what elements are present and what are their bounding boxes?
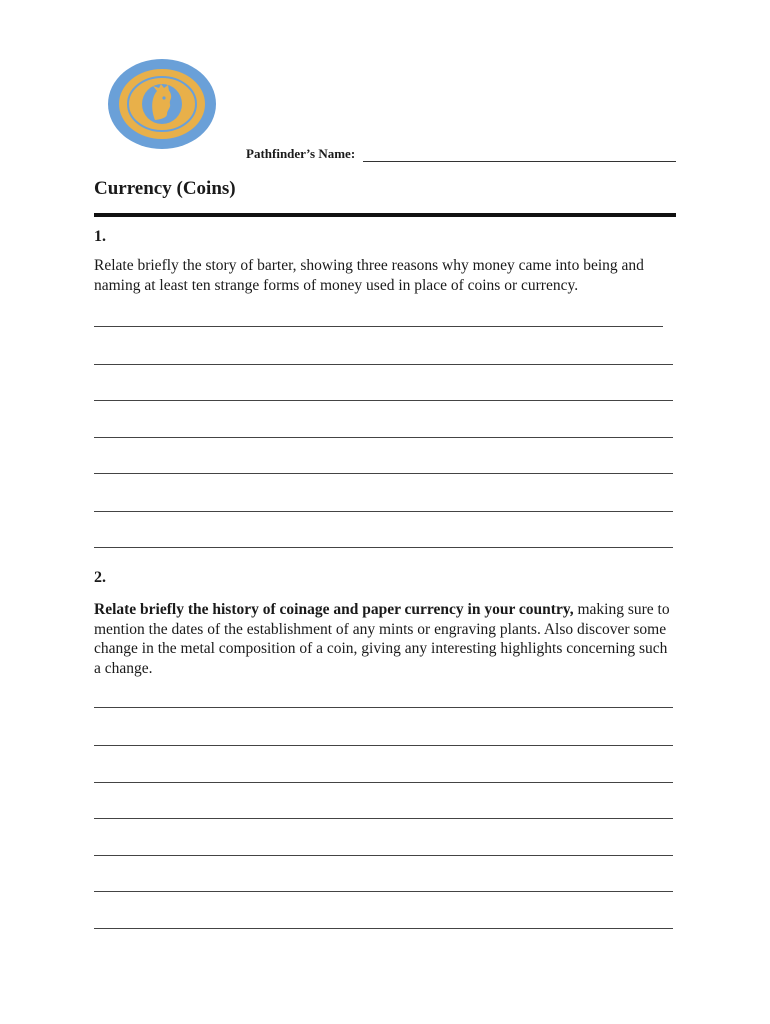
question-2-text: [94, 600, 676, 678]
answer-line[interactable]: [94, 364, 673, 365]
question-2-number: 2.: [94, 569, 106, 586]
pathfinder-name-label: Pathfinder’s Name:: [246, 146, 356, 161]
question-1-text: Relate briefly the story of barter, showing three reasons why money came into being and naming at least ten strange forms of money used in place of coins or currency.: [94, 257, 644, 294]
answer-line[interactable]: [94, 782, 673, 783]
answer-line[interactable]: [94, 891, 673, 892]
answer-line[interactable]: [94, 473, 673, 474]
answer-line[interactable]: [94, 547, 673, 548]
answer-line[interactable]: [94, 707, 673, 708]
pathfinder-name-field[interactable]: [363, 149, 676, 162]
coin-badge-icon: [107, 58, 217, 150]
question-2-lead: Relate briefly the history of coinage and paper currency in your country,: [94, 601, 574, 618]
answer-line[interactable]: [94, 818, 673, 819]
answer-line[interactable]: [94, 928, 673, 929]
answer-line[interactable]: [94, 511, 673, 512]
answer-line[interactable]: [94, 400, 673, 401]
answer-line[interactable]: [94, 437, 673, 438]
pathfinder-name-row: [246, 146, 676, 162]
page-title: Currency (Coins): [94, 178, 236, 199]
answer-line[interactable]: [94, 745, 673, 746]
answer-line[interactable]: [94, 326, 663, 327]
question-2-body: making sure to mention the dates of the establishment of any mints or engraving plants. Also discover some change in the metal composition of a coin, giving any interesting highlights concerning such a change.: [94, 601, 670, 677]
answer-line[interactable]: [94, 855, 673, 856]
question-1-number: 1.: [94, 228, 106, 245]
title-rule: [94, 213, 676, 217]
